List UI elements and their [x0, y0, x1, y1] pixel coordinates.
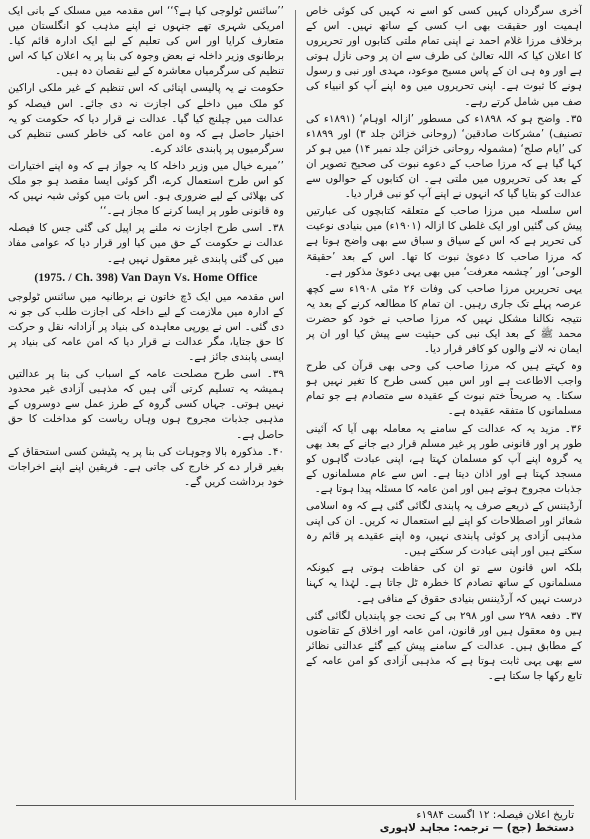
paragraph: ’’سائنس ٹولوجی کیا ہے؟‘‘ اس مقدمہ میں مسلک کے بانی ایک امریکی شہری تھے جنہوں نے اپنے مذہب کو انگلستان میں متعارف کرایا اور اس کی تعلیم کے لیے ایک ادارہ قائم کیا۔ برطانوی وزیر داخلہ نے بعض وجوہ کی بنا پر یہ اعلان کیا کہ اس تنظیم کی سرگرمیاں معاشرہ کے لیے نقصان دہ ہیں۔	[8, 5, 284, 78]
document-page	[6, 4, 584, 835]
paragraph: یہی تحریریں مرزا صاحب کی وفات ۲۶ مئی ۱۹۰۸ء سے کچھ عرصہ پہلے تک جاری رہیں۔ ان تمام کا مطالعہ کرنے کے بعد یہ نتیجہ نکالنا مشکل نہیں کہ مرزا صاحب نے خود کو حضرت محمد ﷺ کے بعد ایک نبی کی حیثیت سے پیش کیا اور ان پر ایمان نہ لانے والوں کو کافر قرار دیا۔	[306, 282, 582, 356]
page-footer	[16, 805, 574, 834]
case-citation: (1975. / Ch. 398) Van Dayn Vs. Home Office	[34, 271, 258, 284]
paragraph: ’’میرے خیال میں وزیر داخلہ کا یہ جواز ہے کہ وہ اپنے اختیارات کو اس طرح استعمال کرے، اگر کوئی ایسا مقصد ہو جو ملک کی بھلائی کے لیے ضروری ہو۔ اس بات میں کوئی شبہ نہیں کہ وہ قانونی طور پر ایسا کرنے کا مجاز ہے۔‘‘	[8, 159, 284, 218]
paragraph: ۳۶۔ مزید یہ کہ عدالت کے سامنے یہ معاملہ بھی آیا کہ آئینی طور پر اور قانونی طور پر غیر مسلم قرار دیے جانے کے بعد بھی یہ گروہ اپنے آپ کو مسلمان کہتا ہے، اپنی عبادت گاہوں کو مسجد کہتا ہے اور اذان دیتا ہے۔ اس سے عام مسلمانوں کے جذبات مجروح ہوتے ہیں اور امن عامہ کا مسئلہ پیدا ہوتا ہے۔	[306, 422, 582, 495]
paragraph: بلکہ اس قانون سے تو ان کی حفاظت ہوتی ہے کیونکہ مسلمانوں کے ساتھ تصادم کا خطرہ ٹل جاتا ہے۔ لہٰذا یہ کہنا درست نہیں کہ آرڈیننس بنیادی حقوق کے منافی ہے۔	[306, 562, 582, 605]
right-column	[306, 4, 582, 804]
paragraph: ۳۷۔ دفعہ ۲۹۸ سی اور ۲۹۸ بی کے تحت جو پابندیاں لگائی گئی ہیں وہ معقول ہیں اور قانون، امن عامہ اور اخلاق کے تقاضوں کے مطابق ہیں۔ عدالت کے سامنے پیش کیے گئے عدالتی نظائر سے بھی یہی ثابت ہوتا ہے کہ مذہبی آزادی کو امن عامہ کے تابع رکھا جا سکتا ہے۔	[306, 609, 582, 683]
paragraph: ۳۸۔ اسی طرح اجازت نہ ملنے پر اپیل کی گئی جس کا فیصلہ عدالت نے حکومت کے حق میں کیا اور قرار دیا کہ عوامی مفاد میں کی گئی پابندی غیر معقول نہیں ہے۔	[8, 222, 284, 265]
column-divider	[295, 10, 296, 800]
paragraph: ۴۰۔ مذکورہ بالا وجوہات کی بنا پر یہ پٹیشن کسی استحقاق کے بغیر قرار دے کر خارج کی جاتی ہے۔ فریقین اپنے اپنے اخراجات خود برداشت کریں گے۔	[8, 445, 284, 488]
paragraph: آخری سرگرداں کہیں کسی کو اسے نہ کہیں کی کوئی خاص اہمیت اور حقیقت بھی اب کسی کے ساتھ نہیں۔ اس کے برخلاف مرزا غلام احمد نے اپنی تمام ملتی کتابوں اور تحریروں کا اعلان کیا کہ اللہ تعالیٰ کی طرف سے ان پر وحی نازل ہوتی ہے اور وہ ہی ان کے پاس مسیح موعود، مہدی اور نبی و رسول ہونے کا ثبوت ہے۔ اپنی تحریروں میں وہ اپنے آپ کو انبیاء کی صف میں شامل کرتے رہے۔	[306, 5, 582, 108]
paragraph: آرڈیننس کے ذریعے صرف یہ پابندی لگائی گئی ہے کہ وہ اسلامی شعائر اور اصطلاحات کو اپنے لیے استعمال نہ کریں۔ ان کی اپنی مذہبی آزادی پر کوئی پابندی نہیں، وہ اپنے عقیدے پر قائم رہ سکتے ہیں اور اپنی عبادت کر سکتے ہیں۔	[306, 500, 582, 558]
left-column	[8, 4, 284, 804]
paragraph: وہ کہتے ہیں کہ مرزا صاحب کی وحی بھی قرآن کی طرح واجب الاطاعت ہے اور اس میں کسی طرح کا تغیر نہیں ہو سکتا۔ یہ صریحاً ختم نبوت کے عقیدہ سے متصادم ہے جو تمام مسلمانوں کا متفقہ عقیدہ ہے۔	[306, 360, 582, 418]
paragraph: اس مقدمہ میں ایک ڈچ خاتون نے برطانیہ میں سائنس ٹولوجی کے ادارہ میں ملازمت کے لیے داخلہ کی اجازت طلب کی جو نہ دی گئی۔ اس نے یورپی معاہدہ کی بنیاد پر آزادانہ نقل و حرکت کا حق جتایا، مگر عدالت نے قرار دیا کہ امن عامہ کی بنیاد پر ایسی پابندی جائز ہے۔	[8, 290, 284, 364]
paragraph: ۳۹۔ اسی طرح مصلحت عامہ کے اسباب کی بنا پر عدالتیں ہمیشہ یہ تسلیم کرتی آئی ہیں کہ مذہبی آزادی غیر محدود نہیں ہوتی۔ جہاں کسی گروہ کے طرز عمل سے دوسروں کے مذہبی جذبات مجروح ہوں وہاں ریاست کو مداخلت کا حق حاصل ہے۔	[8, 368, 284, 441]
decision-date: تاریخ اعلان فیصلہ: ۱۲ اگست ۱۹۸۴ء	[416, 809, 574, 821]
paragraph: اس سلسلہ میں مرزا صاحب کے متعلقہ کتابچوں کی عبارتیں پیش کی گئیں اور ایک غلطی کا ازالہ (۱۹۰۱ء) میں بنیادی نوعیت کی تحریر ہے کہ اس کے سیاق و سباق سے بھی واضح ہوتا ہے کہ مرزا صاحب کا دعویٰ نبوت کا تھا۔ اس کے بعد ’حقیقۃ الوحی‘ اور ’چشمہ معرفت‘ میں بھی یہی دعویٰ مذکور ہے۔	[306, 205, 582, 278]
paragraph: ۳۵۔ واضح ہو کہ ۱۸۹۸ء کی مسطور ’ازالہ اوہام‘ (۱۸۹۱ء کی تصنیف) ’مشرکات صادقین‘ (روحانی خزائن جلد ۳) اور ۱۸۹۹ء کی ’ایام صلح‘ (مشمولہ روحانی خزائن جلد نمبر ۱۴) میں ہو کر کہا گیا ہے کہ مرزا صاحب کے دعوے نبوت کی صحیح تصویر ان کے بعد کی تحریروں میں ملتی ہے۔ ان کتابوں کے حوالوں سے عدالت کو بتایا گیا کہ انہوں نے اپنے آپ کو نبی قرار دیا۔	[306, 112, 582, 201]
signature-translator-credit: دستخط (جج) — ترجمہ: مجاہد لاہوری	[379, 822, 574, 834]
paragraph: حکومت نے یہ پالیسی اپنائی کہ اس تنظیم کے غیر ملکی اراکین کو ملک میں داخلے کی اجازت نہ دی جائے۔ اس فیصلہ کو عدالت میں چیلنج کیا گیا۔ عدالت نے قرار دیا کہ حکومت کو یہ اختیار حاصل ہے کہ وہ امن عامہ کی خاطر کسی تنظیم کی سرگرمیوں پر پابندی عائد کرے۔	[8, 82, 284, 155]
